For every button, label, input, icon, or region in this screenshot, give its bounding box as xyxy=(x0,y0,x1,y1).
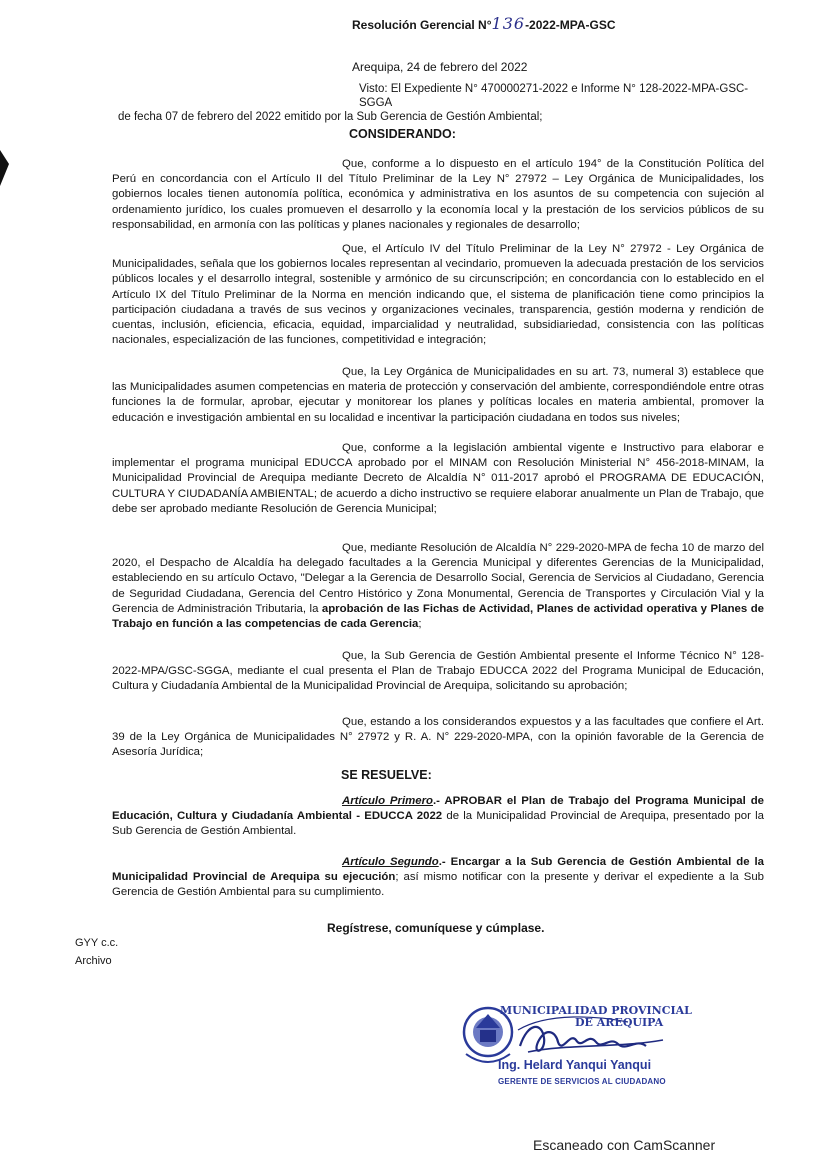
paragraph-end: ; xyxy=(418,618,422,631)
closing-formula: Regístrese, comuníquese y cúmplase. xyxy=(327,921,545,935)
seal-text-line-2: DE AREQUIPA xyxy=(575,1016,664,1029)
camscanner-watermark: Escaneado con CamScanner xyxy=(533,1137,716,1153)
considerando-paragraph-1 xyxy=(112,157,764,233)
resolution-date: Arequipa, 24 de febrero del 2022 xyxy=(352,60,528,74)
considerando-paragraph-6 xyxy=(112,649,764,695)
article-label: Artículo Segundo xyxy=(342,856,439,868)
paragraph-text: Que, la Ley Orgánica de Municipalidades en su art. 73, numeral 3) establece que las Municipalidades asumen competencias en materia de protección y conservación del ambiente, correspondiéndole entre otras funciones la de formular, aprobar, ejecutar y monitorear los planes y políticas locales en materia ambiental, promover la educación e investigación ambiental en su localidad e incentivar la participación ciudadana en todos sus niveles; xyxy=(112,366,764,424)
seal-text-line-1: MUNICIPALIDAD PROVINCIAL xyxy=(500,1004,692,1017)
article-bold-text: Encargar a la Sub Gerencia de Gestión Ambiental de la Municipalidad Provincial de Arequipa su ejecución xyxy=(112,856,765,884)
visto-block xyxy=(118,82,758,124)
copies-block xyxy=(75,934,118,970)
paragraph-text: Que, la Sub Gerencia de Gestión Ambiental presente el Informe Técnico N° 128-2022-MPA/GSC-SGGA, mediante el cual presenta el Plan de Trabajo EDUCCA 2022 del Programa Municipal de Educación, Cultura y Ciudadanía Ambiental de la Municipalidad Provincial de Arequipa, solicitando su aprobación; xyxy=(112,650,764,693)
title-number: 136 xyxy=(491,14,526,33)
article-separator: .- xyxy=(438,856,451,868)
article-text: de la Municipalidad Provincial de Arequipa, presentado por la Sub Gerencia de Gestión Ambiental. xyxy=(112,810,764,838)
considerando-paragraph-2 xyxy=(112,242,764,348)
paragraph-text: Que, conforme a lo dispuesto en el artículo 194° de la Constitución Política del Perú en concordancia con el Artículo II del Título Preliminar de la Ley N° 27972 – Ley Orgánica de Municipalidades, los gobiernos locales tienen autonomía política, económica y administrativa en los asuntos de su competencia con sujeción al ordenamiento jurídico, los cuales promueven el desarrollo y la economía local y la prestación de los servicios públicos de su responsabilidad, en armonía con las políticas y planes nacionales y regionales de desarrollo; xyxy=(112,158,764,231)
paragraph-text: Que, mediante Resolución de Alcaldía N° 229-2020-MPA de fecha 10 de marzo del 2020, el Despacho de Alcaldía ha delegado facultades a la Gerencia Municipal y diferentes Gerencias de la Municipalidad, estableciendo en su artículo Octavo, "Delegar a la Gerencia de Desarrollo Social, Gerencia de Servicios al Ciudadano, Gerencia de Seguridad Ciudadana, Gerencia del Centro Histórico y Zona Monumental, Gerencia de Transportes y Circulación Vial y la Gerencia de Administración Tributaria, la xyxy=(112,542,764,615)
article-bold-text: APROBAR el Plan de Trabajo del Programa Municipal de Educación, Cultura y Ciudadanía Ambiental - EDUCCA 2022 xyxy=(112,795,765,823)
considerando-paragraph-4 xyxy=(112,441,764,517)
title-prefix: Resolución Gerencial N° xyxy=(352,18,492,32)
visto-text-2: de fecha 07 de febrero del 2022 emitido por la Sub Gerencia de Gestión Ambiental; xyxy=(118,111,543,123)
paragraph-text: Que, conforme a la legislación ambiental vigente e Instructivo para elaborar e implementar el programa municipal EDUCCA aprobado por el MINAM con Resolución Ministerial N° 456-2018-MINAM, la Municipalidad Provincial de Arequipa mediante Decreto de Alcaldía N° 011-2017 aprobó el PROGRAMA DE EDUCACIÓN, CULTURA Y CIUDADANÍA AMBIENTAL; de acuerdo a dicho instructivo se requiere elaborar anualmente un Plan de Trabajo, que debe ser aprobado mediante Resolución de Gerencia Municipal; xyxy=(112,442,764,515)
considerando-paragraph-5 xyxy=(112,541,764,632)
paragraph-bold-text: aprobación de las Fichas de Actividad, Planes de actividad operativa y Planes de Trabajo en función a las competencias de cada Gerencia xyxy=(112,602,764,631)
paragraph-text: Que, estando a los considerandos expuestos y a las facultades que confiere el Art. 39 de la Ley Orgánica de Municipalidades N° 27972 y R. A. N° 229-2020-MPA, con la opinión favorable de la Gerencia de Asesoría Jurídica; xyxy=(112,716,764,759)
title-suffix: -2022-MPA-GSC xyxy=(525,18,616,32)
article-separator: .- xyxy=(432,795,445,807)
se-resuelve-heading: SE RESUELVE: xyxy=(341,768,432,782)
considerando-heading: CONSIDERANDO: xyxy=(349,127,456,141)
article-label: Artículo Primero xyxy=(342,795,433,807)
visto-text-1: El Expediente N° 470000271-2022 e Informe N° 128-2022-MPA-GSC-SGGA xyxy=(359,83,749,109)
signatory-role: GERENTE DE SERVICIOS AL CIUDADANO xyxy=(498,1077,666,1086)
considerando-paragraph-7 xyxy=(112,715,764,761)
copies-line-2: Archivo xyxy=(75,955,112,967)
article-segundo xyxy=(112,855,764,901)
considerando-paragraph-3 xyxy=(112,365,764,426)
copies-line-1: GYY c.c. xyxy=(75,937,119,949)
article-primero xyxy=(112,794,764,840)
visto-label: Visto: xyxy=(359,83,388,95)
page-fold-mark xyxy=(0,150,9,186)
resolution-title xyxy=(352,14,616,33)
article-text: ; así mismo notificar con la presente y derivar el expediente a la Sub Gerencia de Gestión Ambiental para su cumplimiento. xyxy=(112,871,764,899)
paragraph-text: Que, el Artículo IV del Título Preliminar de la Ley N° 27972 - Ley Orgánica de Municipalidades, señala que los gobiernos locales representan al vecindario, promueven la adecuada prestación de los servicios públicos locales y el desarrollo integral, sostenible y armónico de su circunscripción; en concordancia con lo establecido en el Artículo IX del Título Preliminar de la Norma en mención indicando que, el sistema de planificación tiene como principios la participación ciudadana a través de sus vecinos y organizaciones vecinales, transparencia, gestión moderna y rendición de cuentas, inclusión, eficiencia, eficacia, equidad, imparcialidad y neutralidad, subsidiariedad, consistencia con las políticas nacionales, especialización de las funciones, competitividad e integración; xyxy=(112,243,764,347)
signatory-name: Ing. Helard Yanqui Yanqui xyxy=(498,1058,652,1072)
